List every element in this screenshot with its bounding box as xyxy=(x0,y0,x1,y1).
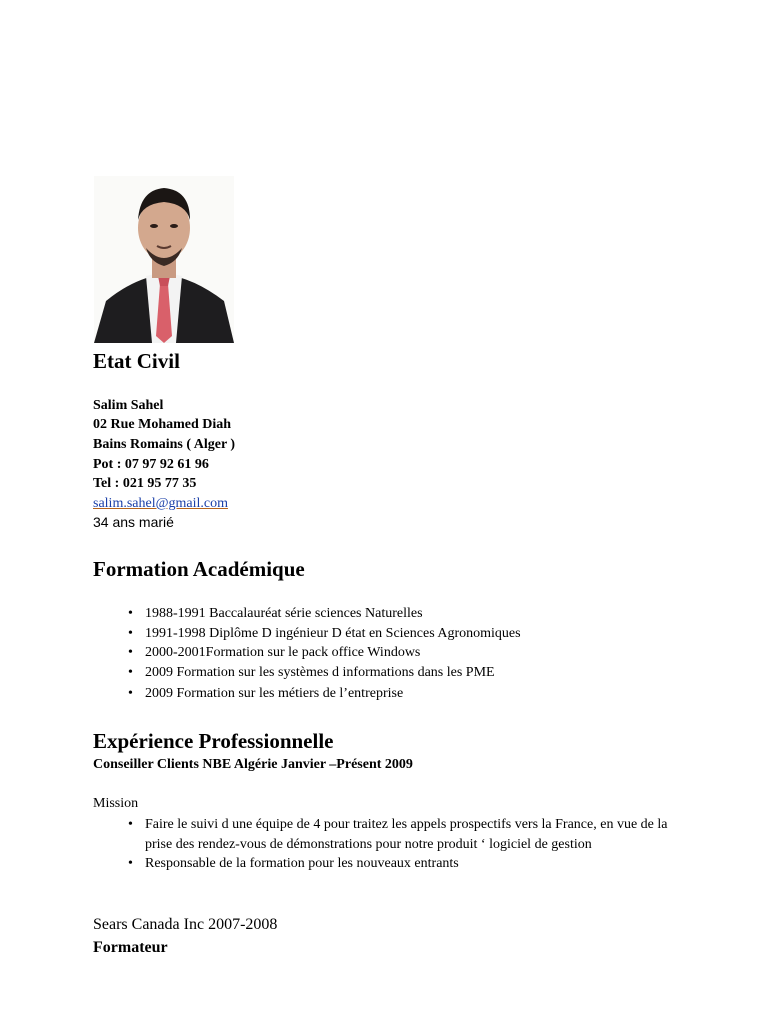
address-line-2: Bains Romains ( Alger ) xyxy=(93,437,236,452)
landline-phone: Tel : 021 95 77 35 xyxy=(93,476,197,491)
formation-item: • 2009 Formation sur les systèmes d informations dans les PME xyxy=(128,663,521,683)
formation-list xyxy=(128,604,521,704)
company-name: Sears Canada Inc 2007-2008 xyxy=(93,916,278,933)
mobile-phone: Pot : 07 97 92 61 96 xyxy=(93,457,209,472)
formation-heading: Formation Académique xyxy=(93,557,305,581)
profile-photo xyxy=(94,176,234,343)
job-title: Conseiller Clients NBE Algérie Janvier –Présent 2009 xyxy=(93,757,413,772)
formation-item: • 2009 Formation sur les métiers de l’entreprise xyxy=(128,684,521,704)
experience-heading: Expérience Professionnelle xyxy=(93,729,334,753)
mission-item: • Responsable de la formation pour les nouveaux entrants xyxy=(128,854,688,874)
formation-item: • 1991-1998 Diplôme D ingénieur D état en Sciences Agronomiques xyxy=(128,624,521,644)
etat-civil-heading: Etat Civil xyxy=(93,349,180,373)
mission-item: • Faire le suivi d une équipe de 4 pour traitez les appels prospectifs vers la France, en vue de la prise des rendez-vous de démonstrations pour notre produit ‘ logiciel de gestion xyxy=(128,815,688,854)
job-role: Formateur xyxy=(93,939,168,956)
name: Salim Sahel xyxy=(93,398,164,413)
mission-list xyxy=(128,815,688,874)
formation-item: • 2000-2001Formation sur le pack office Windows xyxy=(128,643,521,663)
formation-item: • 1988-1991 Baccalauréat série sciences Naturelles xyxy=(128,604,521,624)
address-line-1: 02 Rue Mohamed Diah xyxy=(93,417,232,432)
age-marital-status: 34 ans marié xyxy=(93,514,174,530)
mission-label: Mission xyxy=(93,796,139,811)
email-link[interactable]: salim.sahel@gmail.com xyxy=(93,496,228,511)
